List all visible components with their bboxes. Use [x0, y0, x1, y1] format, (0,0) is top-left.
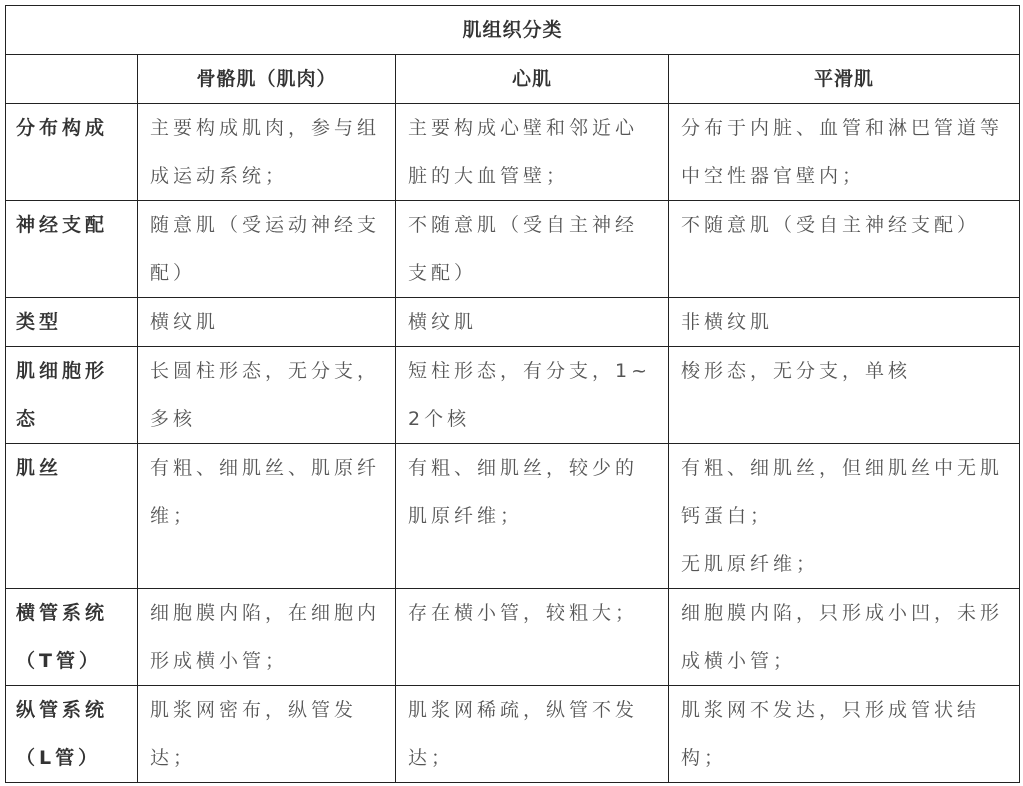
header-cardiac-muscle: 心肌: [396, 55, 669, 104]
cell-text-line: 多核: [150, 408, 197, 430]
cell-text-line: 维；: [150, 505, 197, 527]
cell-text-line: 形成横小管；: [150, 650, 289, 672]
cell-text-line: 态: [16, 408, 40, 430]
cell-text-line: 肌浆网稀疏，纵管不发: [408, 699, 639, 721]
cell-text-line: 肌丝: [16, 457, 63, 479]
row-header: [6, 444, 138, 589]
cell-text-line: 达；: [150, 747, 197, 769]
cell-text-line: 随意肌（受运动神经支: [150, 214, 381, 236]
muscle-tissue-classification-table: [5, 5, 1020, 783]
cell-skeletal: [138, 347, 396, 444]
cell-skeletal: [138, 201, 396, 298]
cell-text-line: 非横纹肌: [681, 311, 774, 333]
cell-text-line: 成横小管；: [681, 650, 797, 672]
cell-text-line: 类型: [16, 311, 63, 333]
cell-cardiac: [396, 686, 669, 783]
cell-text-line: 存在横小管，较粗大；: [408, 602, 639, 624]
row-header: [6, 298, 138, 347]
header-blank: [6, 55, 138, 104]
header-row: [6, 55, 1020, 104]
cell-skeletal: [138, 298, 396, 347]
cell-text-line: 不随意肌（受自主神经支配）: [681, 214, 981, 236]
cell-text-line: 分布构成: [16, 117, 109, 139]
cell-text-line: 不随意肌（受自主神经: [408, 214, 639, 236]
cell-skeletal: [138, 444, 396, 589]
table-row: [6, 298, 1020, 347]
cell-skeletal: [138, 589, 396, 686]
cell-smooth: [669, 347, 1020, 444]
cell-text-line: 横纹肌: [150, 311, 220, 333]
cell-text-line: 肌原纤维；: [408, 505, 524, 527]
cell-text-line: 有粗、细肌丝，较少的: [408, 457, 639, 479]
cell-text-line: 有粗、细肌丝，但细肌丝中无肌: [681, 457, 1004, 479]
cell-text-line: 分布于内脏、血管和淋巴管道等: [681, 117, 1004, 139]
cell-smooth: [669, 298, 1020, 347]
cell-skeletal: [138, 686, 396, 783]
row-header: [6, 104, 138, 201]
cell-cardiac: [396, 444, 669, 589]
cell-cardiac: [396, 347, 669, 444]
cell-text-line: 肌细胞形: [16, 360, 109, 382]
table-title: 肌组织分类: [6, 6, 1020, 55]
cell-text-line: 肌浆网密布，纵管发: [150, 699, 358, 721]
cell-text-line: 短柱形态，有分支，1~: [408, 360, 652, 382]
cell-text-line: 肌浆网不发达，只形成管状结: [681, 699, 981, 721]
cell-text-line: 配）: [150, 262, 197, 284]
cell-cardiac: [396, 201, 669, 298]
cell-text-line: 2个核: [408, 408, 471, 430]
cell-smooth: [669, 104, 1020, 201]
cell-text-line: 达；: [408, 747, 455, 769]
cell-text-line: 梭形态，无分支，单核: [681, 360, 912, 382]
cell-text-line: 细胞膜内陷，只形成小凹，未形: [681, 602, 1004, 624]
cell-text-line: 横管系统: [16, 602, 109, 624]
table-row: [6, 686, 1020, 783]
row-header: [6, 347, 138, 444]
cell-text-line: 成运动系统；: [150, 165, 289, 187]
cell-text-line: 支配）: [408, 262, 478, 284]
cell-skeletal: [138, 104, 396, 201]
cell-smooth: [669, 201, 1020, 298]
header-skeletal-muscle: 骨骼肌（肌肉）: [138, 55, 396, 104]
cell-text-line: 神经支配: [16, 214, 109, 236]
cell-text-line: 钙蛋白；: [681, 505, 774, 527]
table-row: [6, 347, 1020, 444]
cell-cardiac: [396, 298, 669, 347]
row-header: [6, 686, 138, 783]
title-row: [6, 6, 1020, 55]
table-row: [6, 444, 1020, 589]
cell-text-line: 脏的大血管壁；: [408, 165, 570, 187]
cell-text-line: 有粗、细肌丝、肌原纤: [150, 457, 381, 479]
cell-text-line: 细胞膜内陷，在细胞内: [150, 602, 381, 624]
table-row: [6, 104, 1020, 201]
cell-smooth: [669, 444, 1020, 589]
cell-cardiac: [396, 104, 669, 201]
cell-text-line: 构；: [681, 747, 728, 769]
cell-text-line: 长圆柱形态，无分支，: [150, 360, 381, 382]
row-header: [6, 201, 138, 298]
cell-text-line: 中空性器官壁内；: [681, 165, 866, 187]
header-smooth-muscle: 平滑肌: [669, 55, 1020, 104]
cell-text-line: 主要构成肌肉，参与组: [150, 117, 381, 139]
cell-text-line: 无肌原纤维；: [681, 553, 820, 575]
cell-smooth: [669, 686, 1020, 783]
cell-text-line: 主要构成心壁和邻近心: [408, 117, 639, 139]
cell-cardiac: [396, 589, 669, 686]
cell-text-line: （L管）: [16, 747, 102, 769]
cell-text-line: （T管）: [16, 650, 102, 672]
table-row: [6, 589, 1020, 686]
table-row: [6, 201, 1020, 298]
row-header: [6, 589, 138, 686]
cell-text-line: 横纹肌: [408, 311, 478, 333]
cell-text-line: 纵管系统: [16, 699, 109, 721]
cell-smooth: [669, 589, 1020, 686]
